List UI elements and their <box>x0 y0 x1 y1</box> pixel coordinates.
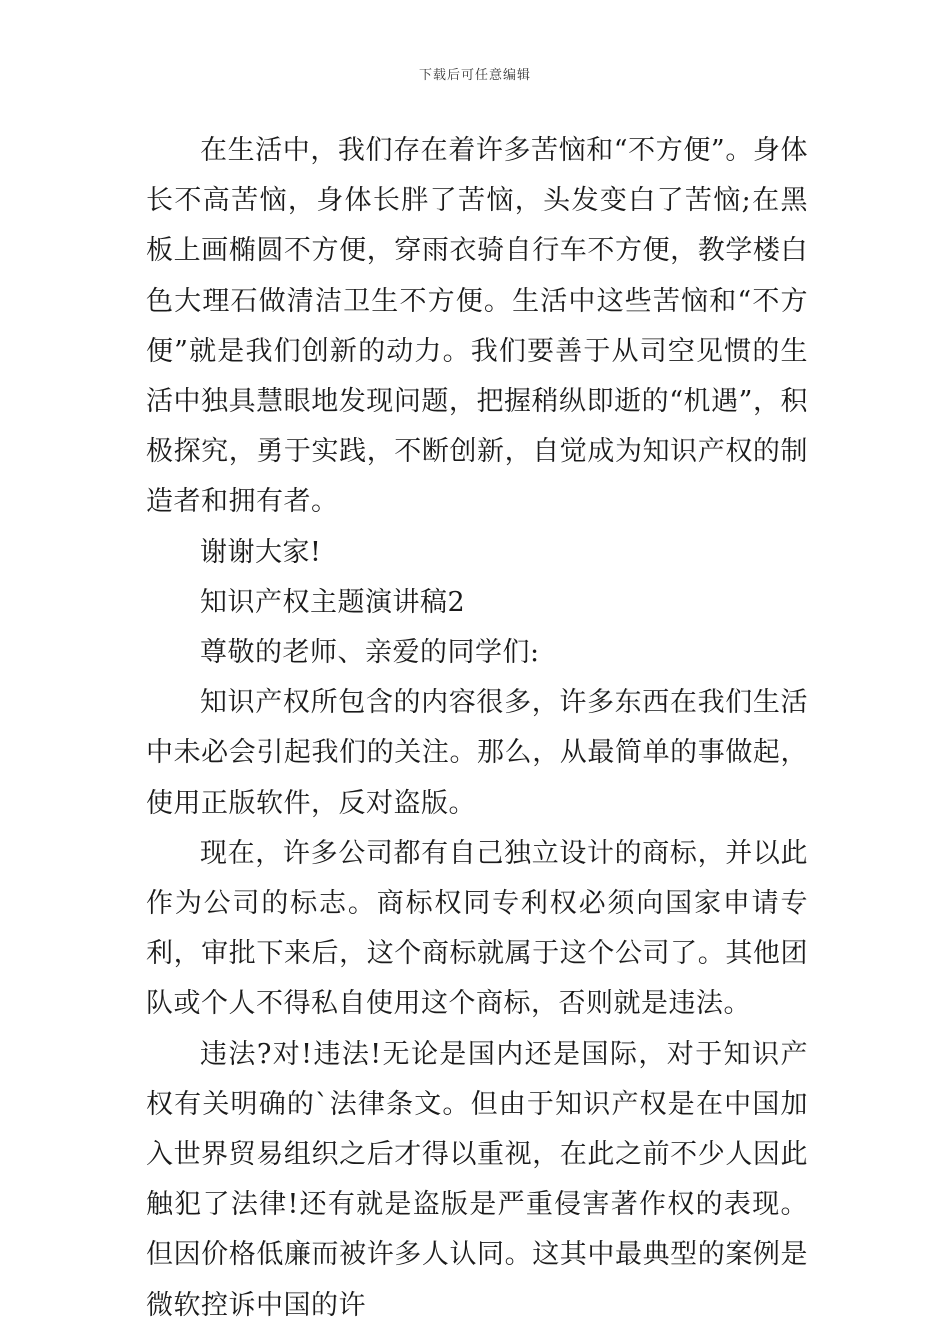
paragraph-3-title: 知识产权主题演讲稿2 <box>200 586 466 618</box>
paragraph-7: 违法?对!违法!无论是国内还是国际，对于知识产权有关明确的`法律条文。但由于知识产权是在中国加入世界贸易组织之后才得以重视，在此之前不少人因此触犯了法律!还有就是盗版是严重侵害著作权的表现。但因价格低廉而被许多人认同。这其中最典型的案例是微软控诉中国的许 <box>146 1038 808 1321</box>
paragraph-6: 现在，许多公司都有自己独立设计的商标，并以此作为公司的标志。商标权同专利权必须向国家申请专利，审批下来后，这个商标就属于这个公司了。其他团队或个人不得私自使用这个商标，否则就是违法。 <box>146 837 808 1020</box>
paragraph-2: 谢谢大家! <box>200 536 322 568</box>
paragraph-1: 在生活中，我们存在着许多苦恼和“不方便”。身体长不高苦恼，身体长胖了苦恼，头发变白了苦恼;在黑板上画椭圆不方便，穿雨衣骑自行车不方便，教学楼白色大理石做清洁卫生不方便。生活中这些苦恼和“不方便”就是我们创新的动力。我们要善于从司空见惯的生活中独具慧眼地发现问题，把握稍纵即逝的“机遇”，积极探究，勇于实践，不断创新，自觉成为知识产权的制造者和拥有者。 <box>146 135 808 518</box>
paragraph-4-salutation: 尊敬的老师、亲爱的同学们: <box>200 637 540 669</box>
document-body <box>146 126 808 1331</box>
page-header: 下载后可任意编辑 <box>418 68 531 83</box>
paragraph-5: 知识产权所包含的内容很多，许多东西在我们生活中未必会引起我们的关注。那么，从最简单的事做起，使用正版软件，反对盗版。 <box>146 687 808 819</box>
